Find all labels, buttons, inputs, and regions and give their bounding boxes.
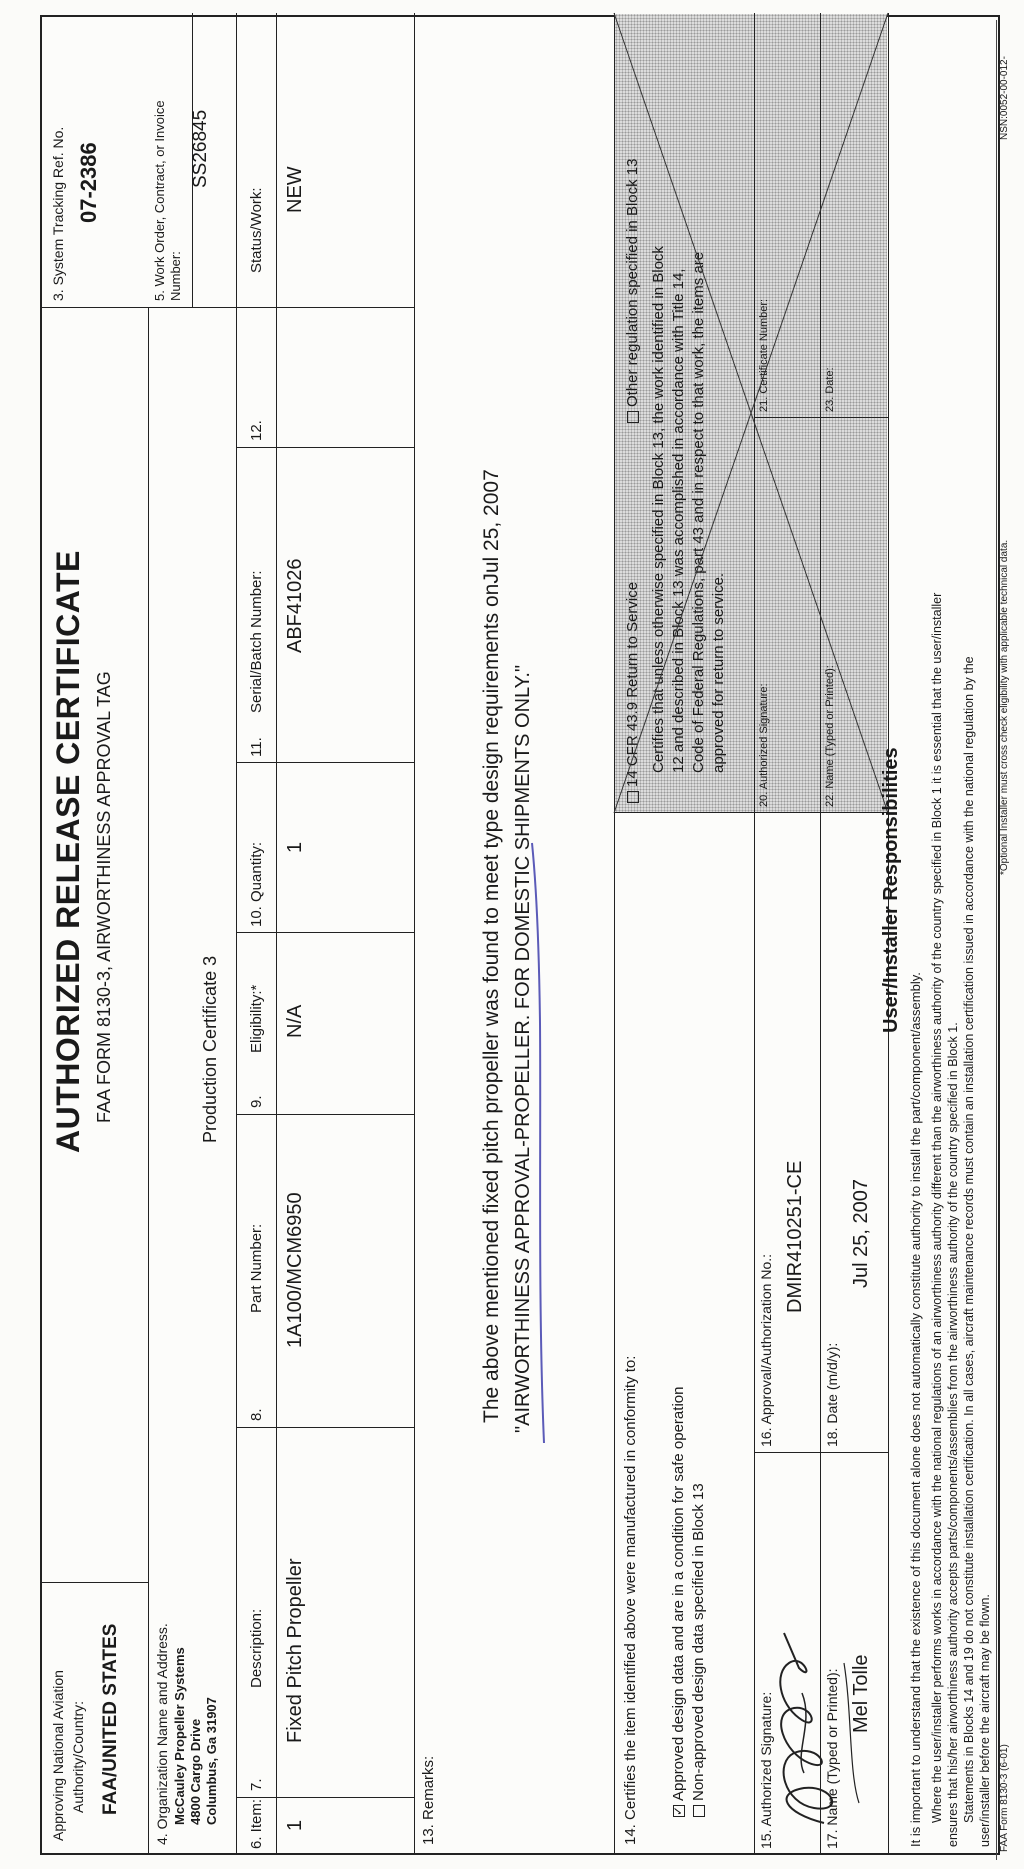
block16-label: 16. Approval/Authorization No.: — [758, 1253, 774, 1447]
nsn-number: NSN:0052-00-012- — [999, 56, 1010, 140]
block17-label: 17. Name (Typed or Printed): — [824, 1668, 840, 1849]
footer — [996, 10, 1016, 1860]
block22-label: 22. Name (Typed or Printed): — [824, 665, 836, 807]
org-street: 4800 Cargo Drive — [188, 1718, 203, 1825]
item-part-number: 1A100/MCM6950 — [284, 1192, 306, 1348]
form-id: FAA Form 8130-3 (6-01) — [999, 1744, 1010, 1852]
block23-label: 23. Date: — [824, 367, 836, 412]
item-number: 1 — [284, 1819, 306, 1831]
responsibilities-p3a: Statements in Blocks 14 and 19 do not constitute installation certification. In all cases, aircraft maintenance records must contain an installation certification issued in accordance with the national regulation by the — [962, 656, 976, 1823]
certificate-subtitle: FAA FORM 8130-3, AIRWORTHINESS APPROVAL TAG — [94, 671, 114, 1123]
certificate-form — [40, 15, 1000, 1855]
remarks-line-2: "AIRWORTHINESS APPROVAL-PROPELLER. FOR DOMESTIC SHIPMENTS ONLY." — [512, 664, 534, 1433]
item-eligibility: N/A — [284, 1004, 306, 1038]
approved-design-checkbox[interactable] — [673, 1805, 685, 1817]
block14-option-2: Non-approved design data specified in Block 13 — [690, 1483, 707, 1817]
responsibilities-p2a: Where the user/installer performs works in accordance with the national regulations of an airworthiness authority different than the airworthiness authority of the country specified in Block 1 it is essential that the user/installer — [930, 592, 944, 1823]
block14-label: 14. Certifies the item identified above were manufactured in conformity to: — [622, 1355, 639, 1845]
item-description: Fixed Pitch Propeller — [284, 1558, 306, 1743]
release-date: Jul 25, 2007 — [850, 1179, 872, 1288]
col-header-quantity: 10. Quantity: — [248, 841, 265, 927]
tracking-number: 07-2386 — [76, 142, 101, 223]
signer-name: Mel Tolle — [850, 1654, 872, 1733]
col-header-eligibility: Eligibility:* — [248, 984, 265, 1053]
approval-number: DMIR410251-CE — [784, 1160, 806, 1313]
work-order-label: 5. Work Order, Contract, or Invoice — [152, 100, 167, 301]
work-order-label-2: Number: — [168, 251, 183, 301]
org-name: McCauley Propeller Systems — [172, 1647, 187, 1825]
block19-option-1: 14 CFR 43.9 Return to Service — [624, 582, 641, 803]
block19-text-2: 12 and described in Block 13 was accomplished in accordance with Title 14, — [670, 268, 687, 773]
tracking-label: 3. System Tracking Ref. No. — [50, 126, 66, 301]
non-approved-design-checkbox[interactable] — [693, 1805, 705, 1817]
pen-underline — [532, 843, 562, 1443]
block20-label: 20. Authorized Signature: — [758, 683, 770, 807]
col-header-item: 6. Item: — [248, 1798, 265, 1849]
responsibilities-p3b: user/installer before the aircraft may be flown. — [978, 1594, 992, 1847]
responsibilities-p2b: ensures that his/her airworthiness authority accepts parts/components/assemblies from the airworthiness authority of the country specified in Block 1. — [946, 1022, 960, 1847]
block19-text-4: approved for return to service. — [710, 572, 727, 773]
block21-label: 21. Certificate Number: — [758, 298, 770, 412]
void-cross-lines — [614, 13, 888, 813]
certificate-title: AUTHORIZED RELEASE CERTIFICATE — [50, 550, 86, 1153]
authority-country: FAA/UNITED STATES — [100, 1623, 121, 1815]
org-city: Columbus, Ga 31907 — [204, 1697, 219, 1825]
block14-option-1: ✓ Approved design data and are in a condition for safe operation — [670, 1387, 687, 1817]
responsibilities-title: User/Installer Responsibilities — [880, 747, 902, 1033]
remarks-label: 13. Remarks: — [420, 1755, 437, 1845]
authority-country-label: Authority/Country: — [70, 1700, 86, 1813]
col-header-9: 9. — [248, 1095, 265, 1108]
production-certificate: Production Certificate 3 — [200, 955, 220, 1143]
approving-authority-label: Approving National Aviation — [50, 1670, 66, 1841]
col-header-8: 8. — [248, 1408, 265, 1421]
work-order-number: SS26845 — [190, 109, 211, 188]
remarks-line-1: The above mentioned fixed pitch propeller was found to meet type design requirements onJul 25, 2007 — [480, 469, 503, 1423]
block15-label: 15. Authorized Signature: — [758, 1691, 774, 1849]
block19-text-1: Certifies that unless otherwise specified in Block 13, the work identified in Block — [650, 246, 667, 773]
item-serial: ABF41026 — [284, 558, 306, 653]
col-header-description: Description: — [248, 1608, 265, 1688]
eligibility-note: *Optional Installer must cross check eligibility with applicable technical data. — [999, 539, 1010, 875]
col-header-part-number: Part Number: — [248, 1223, 265, 1313]
item-quantity: 1 — [284, 841, 306, 853]
block18-label: 18. Date (m/d/y): — [824, 1342, 840, 1447]
col-header-11: 11. — [248, 737, 265, 757]
responsibilities-p1: It is important to understand that the existence of this document alone does not automatically constitute authority to install the part/component/assembly. — [908, 972, 923, 1847]
col-header-7: 7. — [248, 1778, 265, 1791]
block19-text-3: Code of Federal Regulations, part 43 and in respect to that work, the items are — [690, 251, 707, 773]
item-status: NEW — [284, 166, 306, 213]
block19-option-2: Other regulation specified in Block 13 — [624, 159, 641, 423]
col-header-serial: Serial/Batch Number: — [248, 570, 265, 713]
org-label: 4. Organization Name and Address. — [154, 1623, 170, 1845]
col-header-status: Status/Work: — [248, 187, 265, 273]
col-header-12: 12. — [248, 420, 265, 441]
